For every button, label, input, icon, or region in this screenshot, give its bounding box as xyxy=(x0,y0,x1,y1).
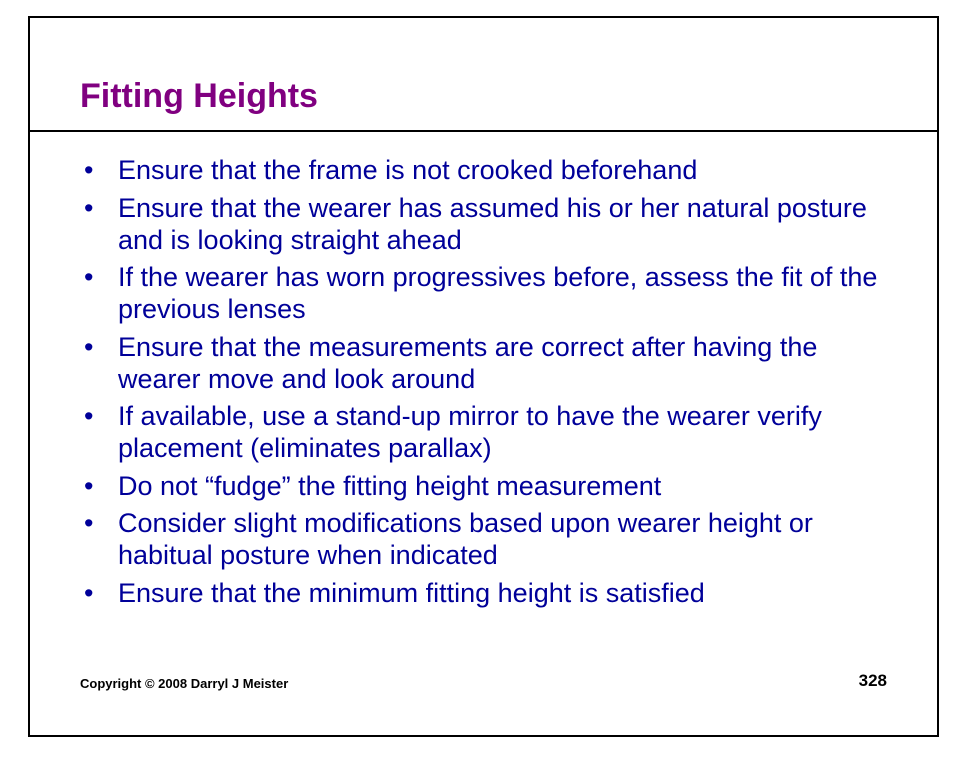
bullet-text: If available, use a stand-up mirror to have the wearer verify placement (eliminates parallax) xyxy=(118,401,822,463)
bullet-item xyxy=(81,261,901,325)
bullet-text: If the wearer has worn progressives before, assess the fit of the previous lenses xyxy=(118,262,878,324)
bullet-icon: • xyxy=(84,401,94,431)
bullet-item xyxy=(81,400,901,464)
bullet-item xyxy=(81,154,901,186)
bullet-icon: • xyxy=(84,470,94,501)
bullet-item xyxy=(81,507,901,571)
bullet-text: Do not “fudge” the fitting height measurement xyxy=(118,470,662,501)
slide-title: Fitting Heights xyxy=(80,77,318,115)
title-bar xyxy=(30,18,937,132)
bullet-text: Consider slight modifications based upon wearer height or habitual posture when indicated xyxy=(118,508,813,570)
bullet-text: Ensure that the wearer has assumed his or her natural posture and is looking straight ahead xyxy=(118,192,867,255)
page-number: 328 xyxy=(858,671,887,690)
bullet-item xyxy=(81,192,901,256)
bullet-text: Ensure that the minimum fitting height is satisfied xyxy=(118,577,705,608)
bullet-icon: • xyxy=(84,331,94,362)
bullet-text: Ensure that the measurements are correct after having the wearer move and look around xyxy=(118,331,818,394)
bullet-list xyxy=(81,154,901,614)
bullet-text: Ensure that the frame is not crooked beforehand xyxy=(118,155,698,185)
bullet-icon: • xyxy=(84,192,94,223)
bullet-item xyxy=(81,331,901,395)
copyright-notice: Copyright © 2008 Darryl J Meister xyxy=(80,676,289,691)
slide xyxy=(28,16,939,737)
bullet-icon: • xyxy=(84,577,94,608)
bullet-icon: • xyxy=(84,262,94,292)
bullet-icon: • xyxy=(84,155,94,185)
bullet-item xyxy=(81,577,901,609)
bullet-item xyxy=(81,470,901,502)
bullet-icon: • xyxy=(84,508,94,538)
